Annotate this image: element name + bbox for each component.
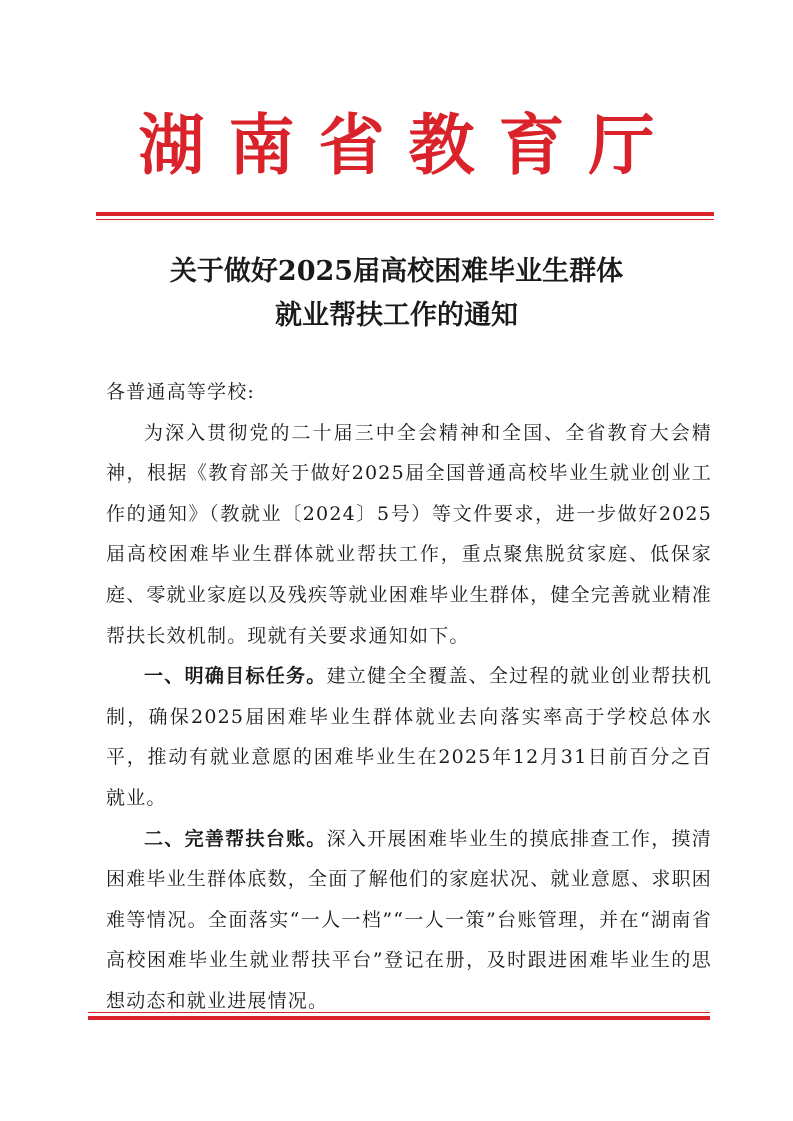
- document-body: [106, 372, 712, 1022]
- salutation: 各普通高等学校:: [106, 381, 256, 403]
- footer-rule-thick: [88, 1016, 710, 1020]
- masthead-rule-thick: [96, 212, 714, 216]
- paragraph-body: 深入开展困难毕业生的摸底排查工作，摸清困难毕业生群体底数，全面了解他们的家庭状况、就业意愿、求职困难等情况。全面落实“一人一档”“一人一策”台账管理，并在“湖南省高校困难毕业生就业帮扶平台”登记在册，及时跟进困难毕业生的思想动态和就业进展情况。: [106, 827, 713, 1012]
- masthead-rule-thin: [96, 219, 714, 220]
- issuer-masthead: 湖南省教育厅: [138, 106, 679, 184]
- paragraph-body: 为深入贯彻党的二十届三中全会精神和全国、全省教育大会精神，根据《教育部关于做好2025届全国普通高校毕业生就业创业工作的通知》（教就业〔2024〕5号）等文件要求，进一步做好2025届高校困难毕业生群体就业帮扶工作，重点聚焦脱贫家庭、低保家庭、零就业家庭以及残疾等就业困难毕业生群体，健全完善就业精准帮扶长效机制。现就有关要求通知如下。: [106, 421, 713, 647]
- paragraph-section-2: [106, 819, 712, 1022]
- section-heading: 一、明确目标任务。: [144, 665, 327, 688]
- paragraph-intro: [106, 413, 712, 657]
- document-title-line-2: 就业帮扶工作的通知: [275, 300, 518, 331]
- section-heading: 二、完善帮扶台账。: [144, 827, 327, 850]
- footer-rule-thin: [88, 1012, 710, 1013]
- paragraph-body: 建立健全全覆盖、全过程的就业创业帮扶机制，确保2025届困难毕业生群体就业去向落实率高于学校总体水平，推动有就业意愿的困难毕业生在2025年12月31日前百分之百就业。: [106, 665, 712, 809]
- document-title-line-1: 关于做好2025届高校困难毕业生群体: [169, 256, 624, 287]
- paragraph-section-1: [106, 656, 712, 818]
